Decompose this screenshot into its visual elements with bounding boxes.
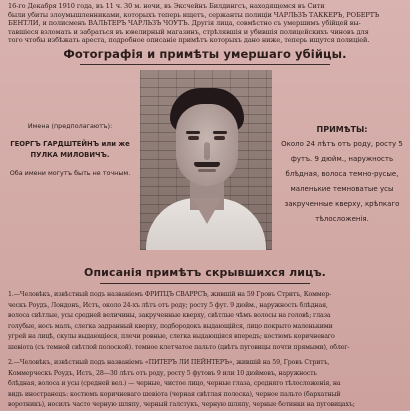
notice-intro-text bbox=[8, 2, 402, 45]
suspect-2-description bbox=[8, 358, 402, 411]
left-eyebrow bbox=[186, 131, 200, 134]
names-note: Оба имени могутъ быть не точным. bbox=[9, 169, 131, 177]
description-heading: ПРИМѢТЫ: bbox=[316, 125, 368, 134]
left-eye bbox=[188, 136, 199, 140]
description-text: Около 24 лѣтъ отъ роду, росту 5 футъ. 9 дюйм., наружность блѣдная, волоса темно-русые, маленькие темноватые усы закрученные кверху, крѣпкаго тѣлосложенія. bbox=[281, 140, 403, 223]
paragraph-line: волоса свѣтлые, усы средней величины, закрученные кверху, свѣтлые чѣмъ волосы на головѣ; глаза bbox=[8, 312, 331, 320]
paragraph-line: голубые, носъ малъ, слегка задранный кверху, подбородокъ выдающійся, лицо покрыто маленькими bbox=[8, 322, 333, 330]
intro-line: 16-го Декабря 1910 года, въ 11 ч. 30 м. ночи, въ Эксчейнъ Билдингсъ, находящемся въ Сити bbox=[8, 2, 325, 10]
suspect-photograph bbox=[140, 70, 272, 250]
intro-line: были убиты злоумышленниками, которыхъ теперь ищетъ, сержанты полиціи ЧАРЛЬЗЪ ТАККЕРЪ, РОБЕРТЪ bbox=[8, 10, 380, 19]
right-eyebrow bbox=[213, 131, 227, 134]
paragraph-line: воротникъ), носилъ часто черную шляпу, черный галстукъ, черную шляпу, черные ботинки на пуговицахъ; bbox=[8, 401, 355, 409]
intro-line: тавшіеся взломать и забраться въ ювелирный магазинъ, стрѣлявшія и убившія полицейскихъ чиновъ для bbox=[8, 27, 369, 36]
section-title-photo: Фотографія и примѣты умершаго убійцы. bbox=[63, 47, 347, 61]
names-label: Имена (предполагаютъ): bbox=[27, 122, 113, 130]
intro-line: того чтобы избѣжать ареста, подробное описаніе примѣтъ которыхъ дано ниже, теперь ищутся полиціей. bbox=[8, 36, 370, 45]
title-underline bbox=[100, 283, 310, 284]
intro-line: БЕНТЛИ, и полисменъ ВАЛЬТЕРЪ ЧАРЛЬЗЪ ЧОУТЪ. Другія лица, совмѣстно съ умершимъ убійцей вы- bbox=[8, 19, 361, 28]
paragraph-line: угрей на лицѣ, скулы выдающіеся, плечи ровные, слегка выдающіяся впередъ; костюмъ коричневаго bbox=[8, 333, 335, 341]
paragraph-line: 2.—Человѣкъ, извѣстный подъ названіемъ «ПИТЕРЪ ЛИ ПЕЙНТЕРЪ», жившій на 59, Гровъ Стритъ, bbox=[8, 359, 330, 366]
paragraph-line: Коммерческъ Роудъ, Истъ, 28—30 лѣтъ отъ роду, росту 5 футовъ 9 или 10 дюймовъ, наружность bbox=[8, 369, 317, 377]
collar-opening bbox=[192, 198, 222, 224]
paragraph-line: ческъ Роудъ, Лондонъ, Истъ, около 24-хъ лѣтъ отъ роду; росту 5 фут. 9 дюйм., наружность блѣдная, bbox=[8, 301, 328, 309]
lips bbox=[198, 169, 216, 172]
section-title-descriptions: Описанія примѣтъ скрывшихся лицъ. bbox=[84, 266, 326, 279]
title-underline bbox=[80, 64, 330, 65]
paragraph-line: шевіота (съ темной свѣтлой полоской). темное клетчатое пальто (цвѣтъ пуговицы почти прямыми), облег- bbox=[8, 343, 350, 351]
face bbox=[176, 104, 238, 186]
suspect-names: ГЕОРГЪ ГАРДШТЕЙНЪ или же ПУЛКА МИЛОВИЧЪ. bbox=[10, 140, 130, 159]
paragraph-line: 1.—Человѣкъ, извѣстный подъ названіемъ ФРИТЦЪ СВАРРСЪ, жившій на 59 Гровъ Стритъ, Коммер- bbox=[8, 291, 332, 298]
paragraph-line: блѣдная, волоса и усы (средней вел.) — черные, чистое лицо, черные глаза, средняго тѣлосложенія, на bbox=[8, 380, 341, 388]
suspect-names-column bbox=[4, 122, 136, 178]
suspect-1-description bbox=[8, 290, 402, 354]
nose bbox=[204, 142, 210, 160]
moustache bbox=[194, 162, 220, 167]
paragraph-line: видъ иностранецъ: костюмъ коричневаго шевіота (черная свѣтлая полоска), черное пальто (бархатный bbox=[8, 390, 341, 398]
right-eye bbox=[214, 136, 225, 140]
suspect-description-column bbox=[278, 122, 406, 227]
